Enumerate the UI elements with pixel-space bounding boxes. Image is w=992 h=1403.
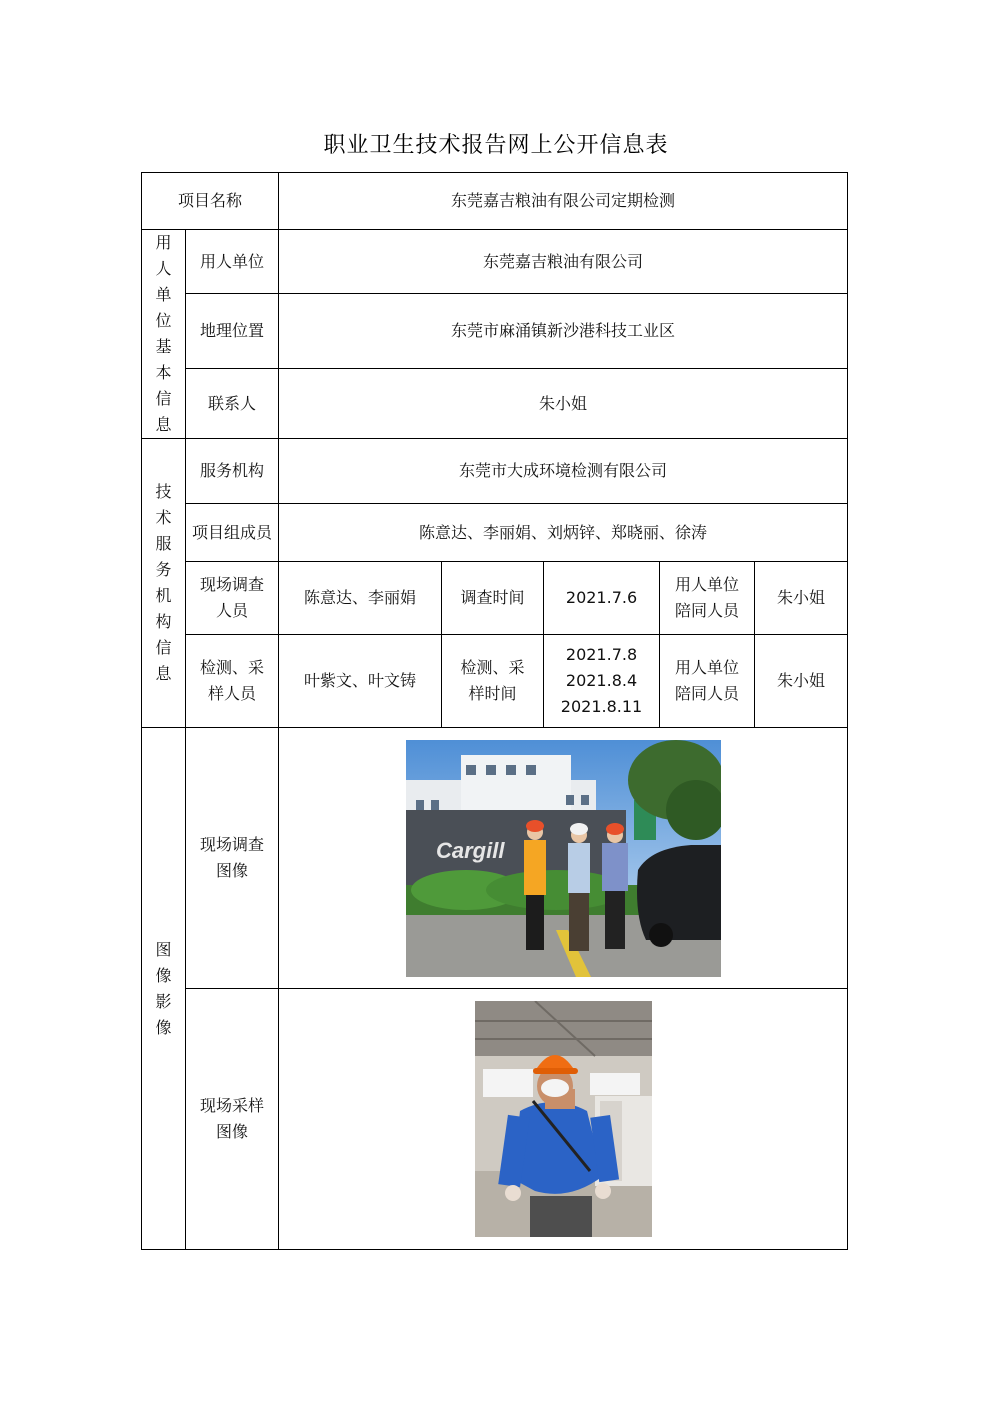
- sampling-image-label: 现场采样图像: [186, 989, 279, 1250]
- sampling-time-value: 2021.7.8: [565, 645, 638, 664]
- row-contact: [142, 369, 848, 439]
- project-name-label: 项目名称: [142, 173, 279, 230]
- survey-escort-label: 用人单位陪同人员: [660, 562, 755, 635]
- row-survey-image: [142, 728, 848, 989]
- location-value: 东莞市麻涌镇新沙港科技工业区: [279, 294, 848, 369]
- row-service-org: [142, 439, 848, 504]
- survey-image-cell: [279, 728, 848, 989]
- row-survey: [142, 562, 848, 635]
- sampling-staff-value: 叶紫文、叶文铸: [279, 635, 442, 728]
- sampling-time-value: 2021.8.11: [560, 697, 643, 716]
- employer-section-text: 用人单位基本信息: [155, 233, 172, 434]
- service-org-value: 东莞市大成环境检测有限公司: [279, 439, 848, 504]
- sampling-photo: [475, 1001, 652, 1237]
- info-table: [141, 172, 848, 1250]
- service-section-text: 技术服务机构信息: [155, 482, 172, 683]
- survey-time-label: 调查时间: [442, 562, 544, 635]
- sampling-time-values: [544, 635, 660, 728]
- survey-escort-value: 朱小姐: [755, 562, 848, 635]
- sampling-time-value: 2021.8.4: [565, 671, 638, 690]
- row-sampling: [142, 635, 848, 728]
- images-section-text: 图像影像: [155, 939, 172, 1037]
- row-location: [142, 294, 848, 369]
- contact-label: 联系人: [186, 369, 279, 439]
- survey-staff-label: 现场调查人员: [186, 562, 279, 635]
- row-project-name: [142, 173, 848, 230]
- row-sampling-image: [142, 989, 848, 1250]
- employer-section-label: [142, 230, 186, 439]
- survey-photo: [406, 740, 721, 977]
- row-employer-unit: [142, 230, 848, 294]
- survey-time-value: 2021.7.6: [544, 562, 660, 635]
- project-name-value: 东莞嘉吉粮油有限公司定期检测: [279, 173, 848, 230]
- employer-unit-label: 用人单位: [186, 230, 279, 294]
- sampling-escort-value: 朱小姐: [755, 635, 848, 728]
- page-title: 职业卫生技术报告网上公开信息表: [323, 133, 669, 158]
- service-org-label: 服务机构: [186, 439, 279, 504]
- sampling-staff-label: 检测、采样人员: [186, 635, 279, 728]
- employer-unit-value: 东莞嘉吉粮油有限公司: [279, 230, 848, 294]
- contact-value: 朱小姐: [279, 369, 848, 439]
- sampling-escort-label: 用人单位陪同人员: [660, 635, 755, 728]
- survey-staff-value: 陈意达、李丽娟: [279, 562, 442, 635]
- members-value: 陈意达、李丽娟、刘炳锌、郑晓丽、徐涛: [279, 504, 848, 562]
- images-section-label: [142, 728, 186, 1250]
- sampling-image-cell: [279, 989, 848, 1250]
- service-section-label: [142, 439, 186, 728]
- survey-image-label: 现场调查图像: [186, 728, 279, 989]
- cargill-logo: Cargill: [435, 837, 504, 863]
- members-label: 项目组成员: [186, 504, 279, 562]
- location-label: 地理位置: [186, 294, 279, 369]
- row-members: [142, 504, 848, 562]
- sampling-time-label: 检测、采样时间: [442, 635, 544, 728]
